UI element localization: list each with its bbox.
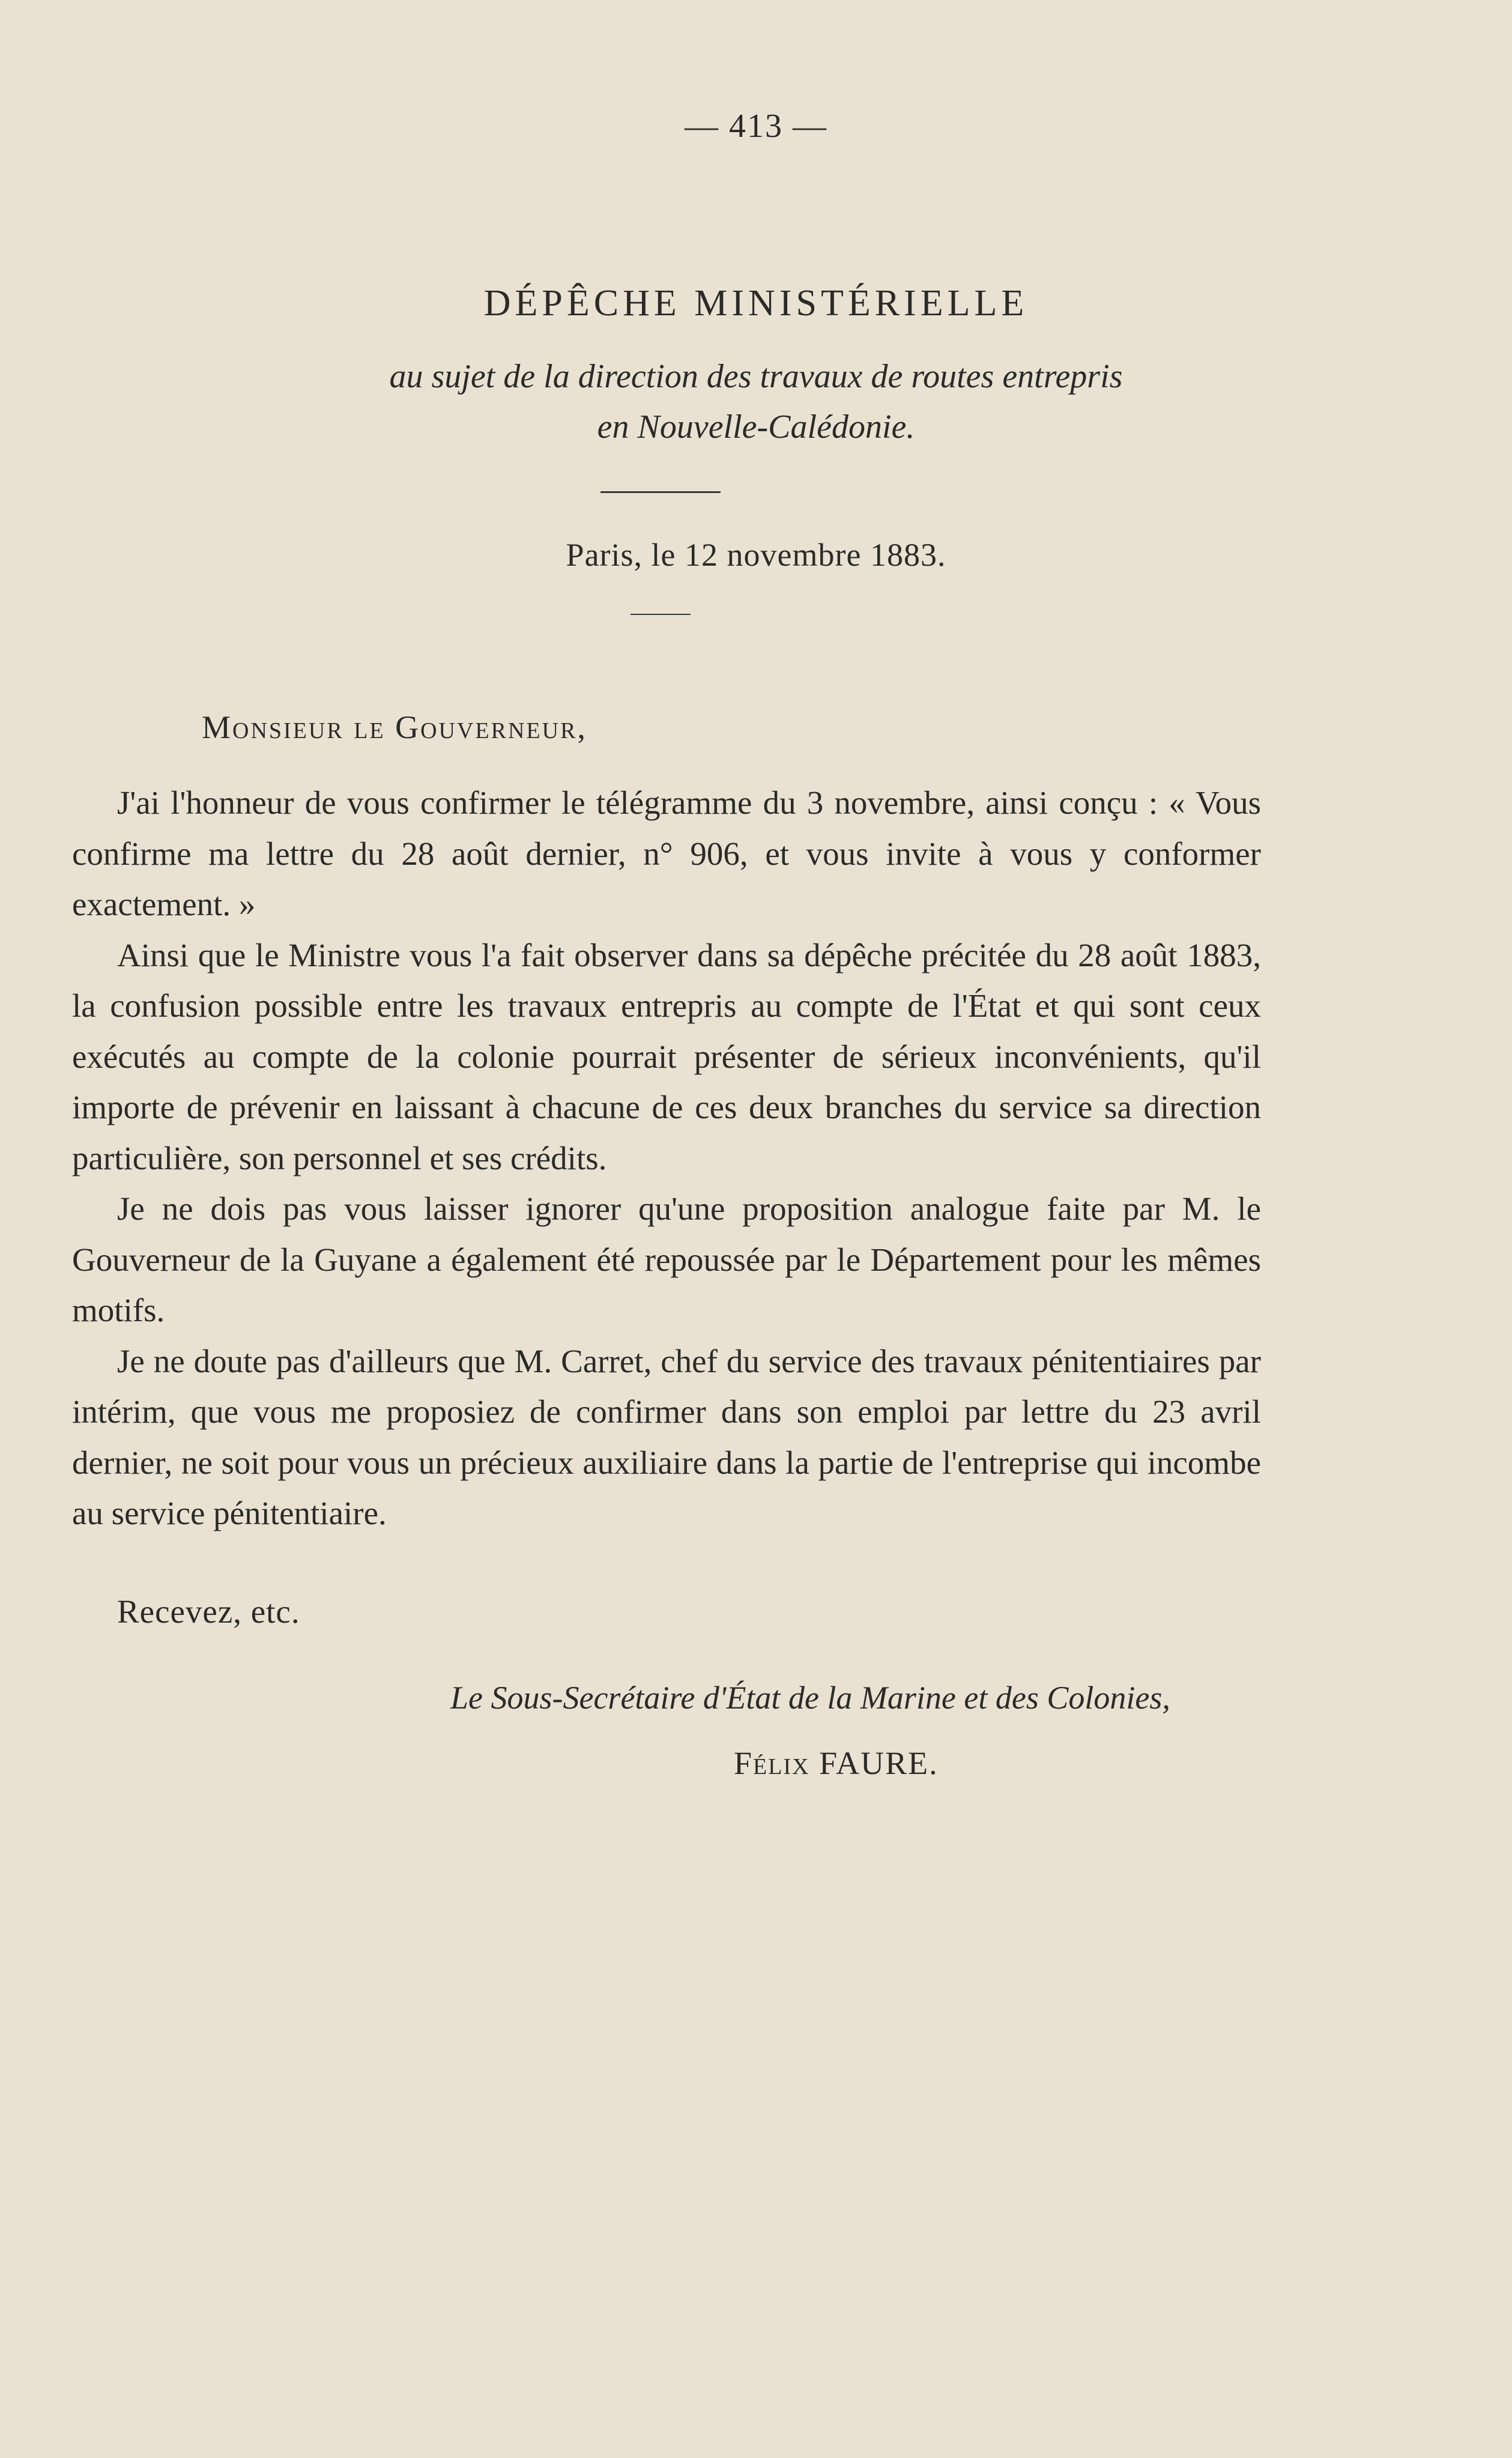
document-title: DÉPÊCHE MINISTÉRIELLE xyxy=(483,283,1029,324)
signatory-last-name: FAURE. xyxy=(819,1745,939,1781)
document-subtitle xyxy=(0,351,1512,452)
paragraph: Ainsi que le Ministre vous l'a fait observer dans sa dépêche précitée du 28 août 1883, la confusion possible entre les travaux entrepris au compte de l'État et qui sont ceux exécutés au compte de la colonie pourrait présenter de sérieux inconvénients, qu'il importe de prévenir en laissant à chacune de ces deux branches du service sa direction particulière, son personnel et ses crédits. xyxy=(72,936,1261,1176)
dateline: Paris, le 12 novembre 1883. xyxy=(566,537,946,573)
letter-body xyxy=(72,778,1261,1539)
divider-rule xyxy=(600,491,721,493)
paragraph: J'ai l'honneur de vous confirmer le télégramme du 3 novembre, ainsi conçu : « Vous confirme ma lettre du 28 août dernier, n° 906, et vous invite à vous y conformer exactement. » xyxy=(72,784,1261,922)
paragraph: Je ne dois pas vous laisser ignorer qu'une proposition analogue faite par M. le Gouverneur de la Guyane a également été repoussée par le Département pour les mêmes motifs. xyxy=(72,1190,1261,1328)
salutation: Monsieur le Gouverneur, xyxy=(202,709,587,745)
signatory-title: Le Sous-Secrétaire d'État de la Marine et des Colonies, xyxy=(450,1680,1170,1716)
page-number: — 413 — xyxy=(685,107,827,145)
signatory-name xyxy=(734,1745,939,1782)
signatory-first-name: Félix xyxy=(734,1745,810,1781)
subtitle-line-2: en Nouvelle-Calédonie. xyxy=(597,408,915,446)
paragraph: Je ne doute pas d'ailleurs que M. Carret, chef du service des travaux pénitentiaires par intérim, que vous me proposiez de confirmer dans son emploi par lettre du 23 avril dernier, ne soit pour vous un précieux auxiliaire dans la partie de l'entreprise qui incombe au service pénitentiaire. xyxy=(72,1342,1261,1531)
subtitle-line-1: au sujet de la direction des travaux de routes entrepris xyxy=(389,358,1123,395)
divider-rule-short xyxy=(631,614,691,615)
closing: Recevez, etc. xyxy=(117,1593,300,1630)
